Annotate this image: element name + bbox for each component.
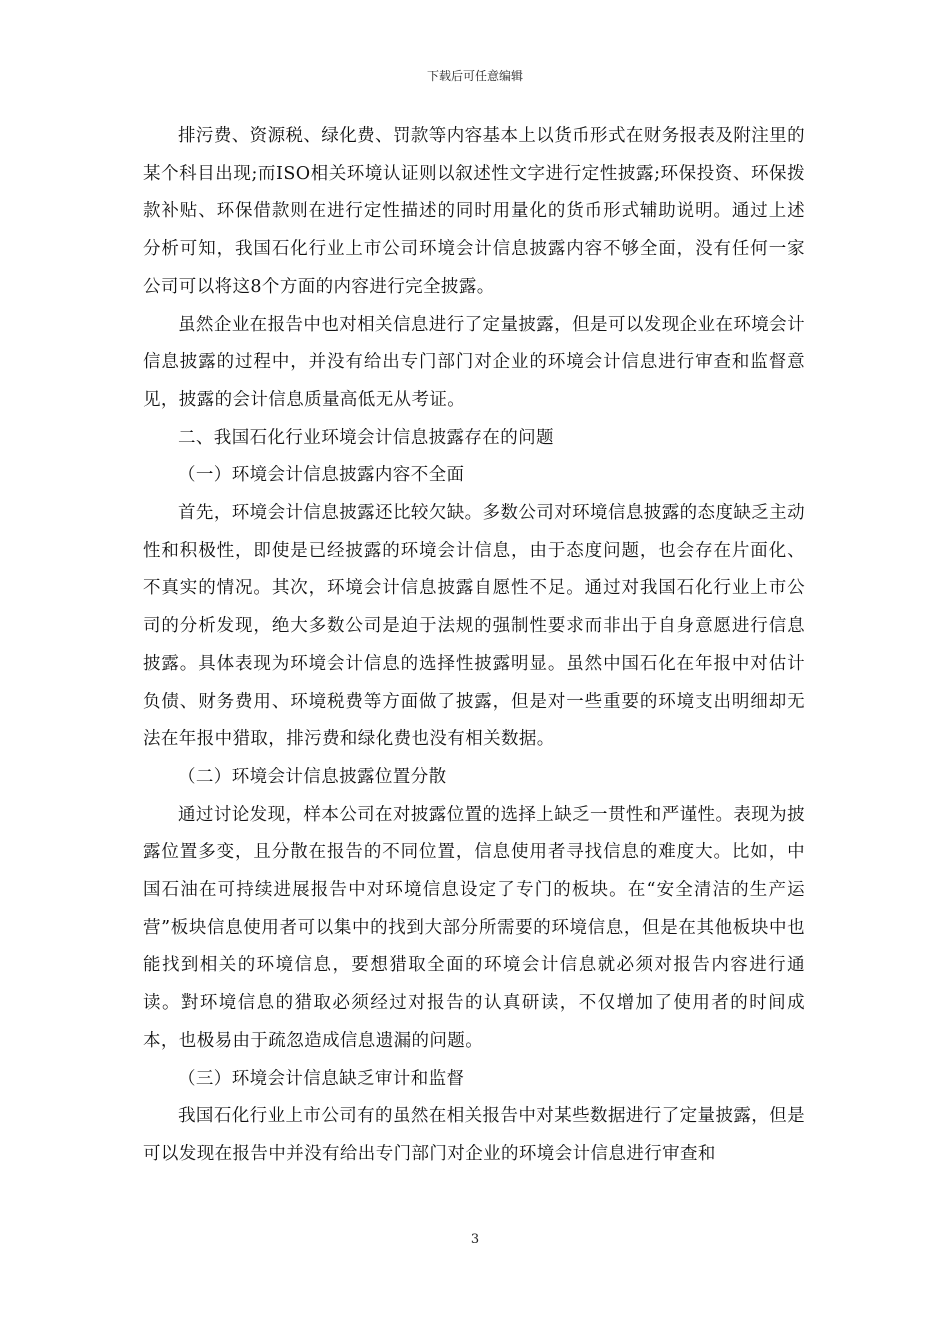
subsection-heading-2: （二）环境会计信息披露位置分散 [178,766,447,787]
page-number: 3 [470,1232,480,1247]
paragraph-3: 首先，环境会计信息披露还比较欠缺。多数公司对环境信息披露的态度缺乏主动性和积极性，即使是已经披露的环境会计信息，由于态度问题，也会存在片面化、不真实的情况。其次，环境会计信息披露自愿性不足。通过对我国石化行业上市公司的分析发现，绝大多数公司是迫于法规的强制性要求而非出于自身意愿进行信息披露。具体表现为环境会计信息的选择性披露明显。虽然中国石化在年报中对估计负债、财务费用、环境税费等方面做了披露，但是对一些重要的环境支出明细却无法在年报中猎取，排污费和绿化费也没有相关数据。 [143,503,805,750]
subsection-heading-1: （一）环境会计信息披露内容不全面 [178,465,465,486]
paragraph-2: 虽然企业在报告中也对相关信息进行了定量披露，但是可以发现企业在环境会计信息披露的过程中，并没有给出专门部门对企业的环境会计信息进行审查和监督意见，披露的会计信息质量高低无从考证。 [143,314,805,410]
paragraph-1: 排污费、资源税、绿化费、罚款等内容基本上以货币形式在财务报表及附注里的某个科目出现;而ISO相关环境认证则以叙述性文字进行定性披露;环保投资、环保拨款补贴、环保借款则在进行定性描述的同时用量化的货币形式辅助说明。通过上述分析可知，我国石化行业上市公司环境会计信息披露内容不够全面，没有任何一家公司可以将这8个方面的内容进行完全披露。 [143,126,805,297]
page-header: 下载后可任意编辑 [426,69,523,83]
subsection-heading-3: （三）环境会计信息缺乏审计和监督 [178,1068,465,1089]
section-heading-2: 二、我国石化行业环境会计信息披露存在的问题 [178,427,554,448]
paragraph-4: 通过讨论发现，样本公司在对披露位置的选择上缺乏一贯性和严谨性。表现为披露位置多变，且分散在报告的不同位置，信息使用者寻找信息的难度大。比如，中国石油在可持续进展报告中对环境信息设定了专门的板块。在“安全清洁的生产运营”板块信息使用者可以集中的找到大部分所需要的环境信息，但是在其他板块中也能找到相关的环境信息，要想猎取全面的环境会计信息就必须对报告内容进行通读。對环境信息的猎取必须经过对报告的认真研读，不仅增加了使用者的时间成本，也极易由于疏忽造成信息遗漏的问题。 [143,804,805,1051]
paragraph-5: 我国石化行业上市公司有的虽然在相关报告中对某些数据进行了定量披露，但是可以发现在报告中并没有给出专门部门对企业的环境会计信息进行审查和 [143,1106,805,1164]
document-body [143,118,805,1174]
